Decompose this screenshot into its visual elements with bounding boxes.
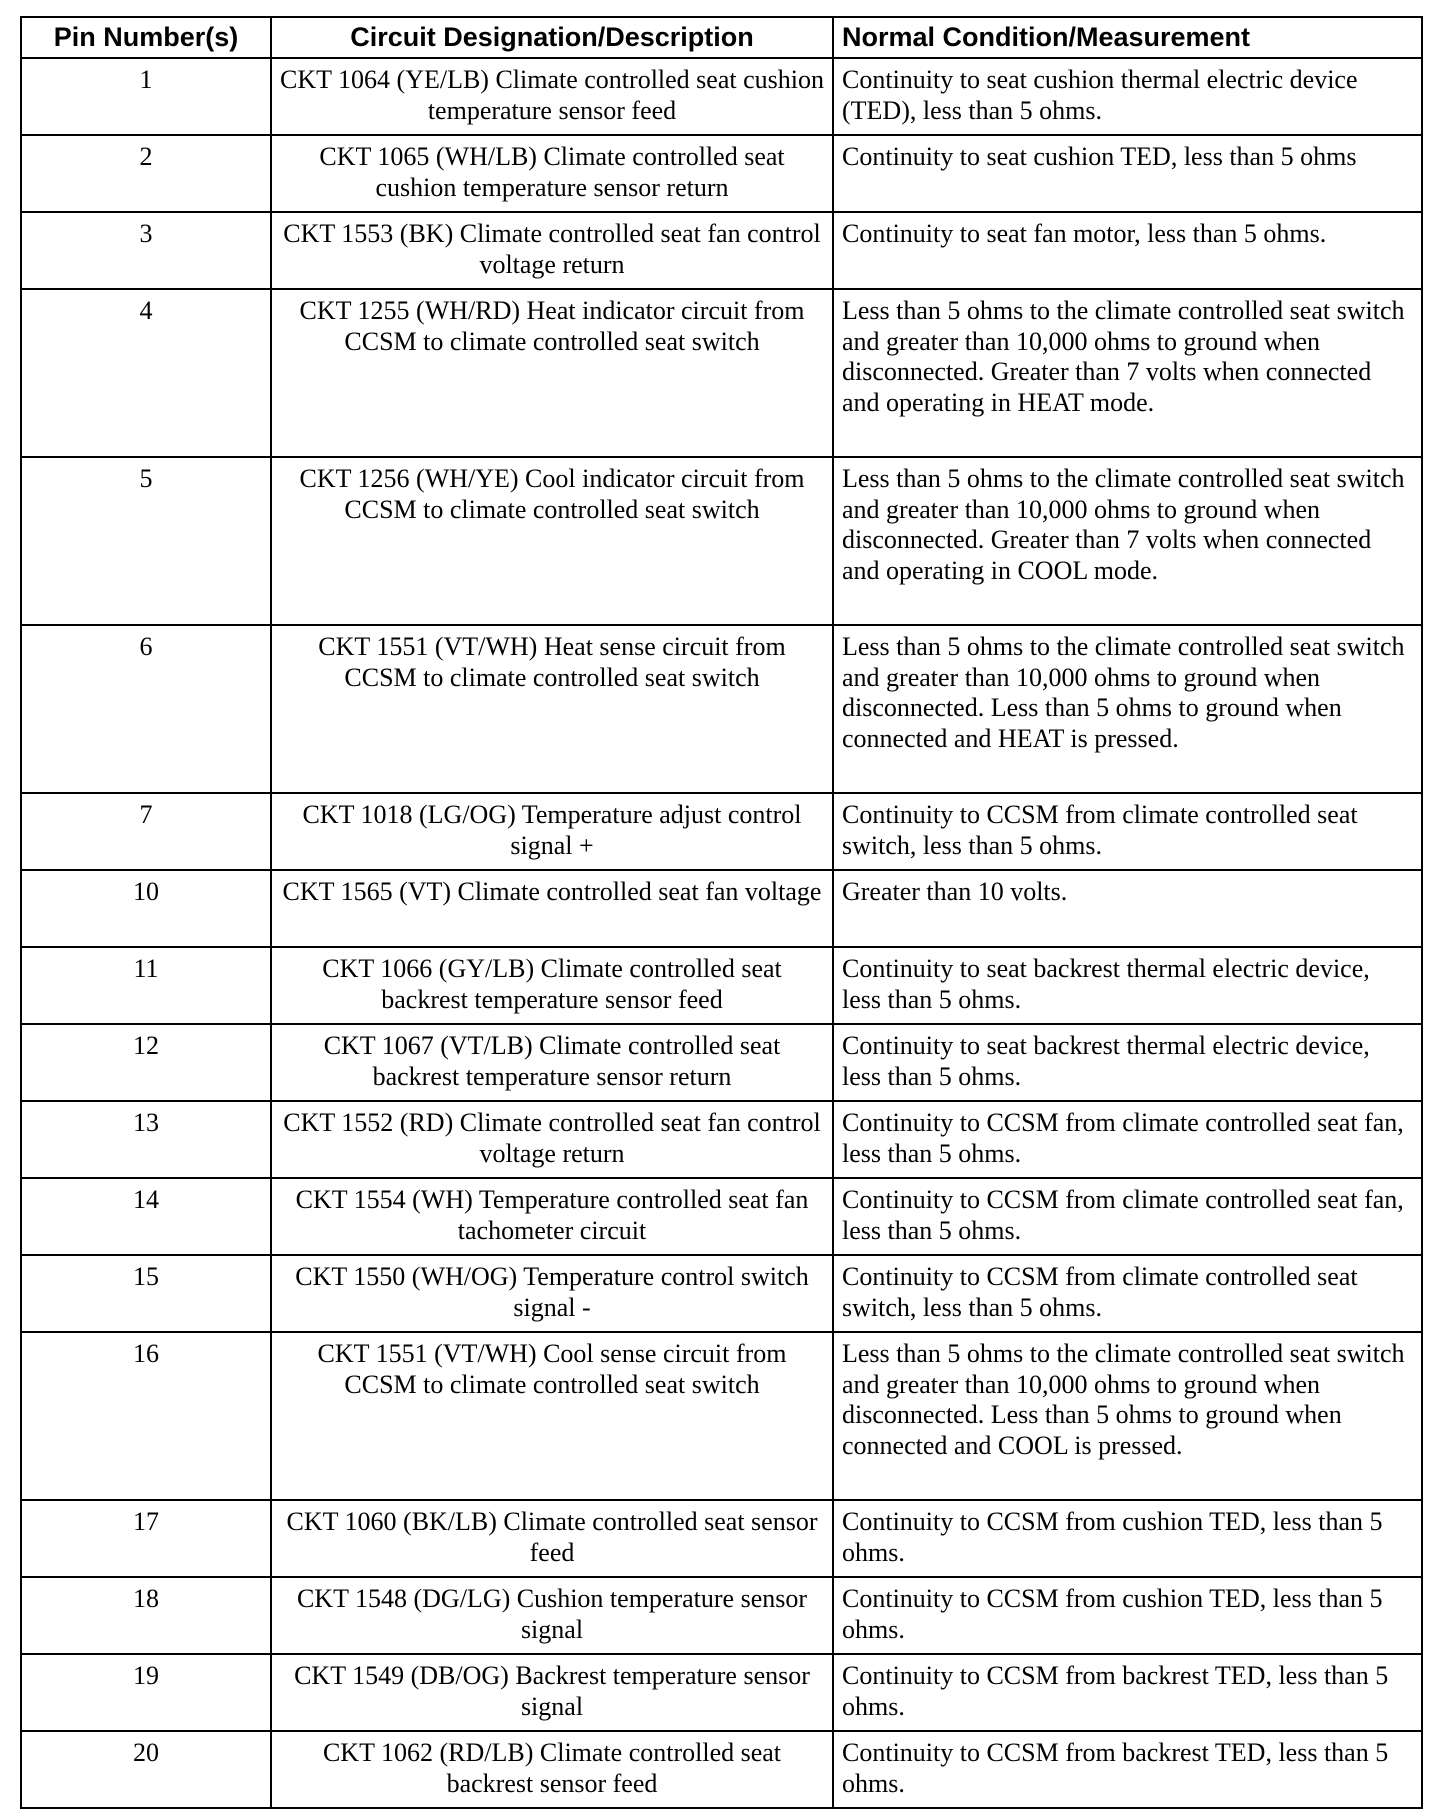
pin-number-cell: 4 bbox=[21, 289, 271, 457]
header-circuit-description: Circuit Designation/Description bbox=[271, 17, 833, 58]
table-row bbox=[21, 793, 1422, 870]
pin-number-cell: 11 bbox=[21, 947, 271, 1024]
pin-number-cell: 18 bbox=[21, 1577, 271, 1654]
table-row bbox=[21, 1024, 1422, 1101]
table-row bbox=[21, 947, 1422, 1024]
table-row bbox=[21, 1654, 1422, 1731]
pin-number-cell: 14 bbox=[21, 1178, 271, 1255]
circuit-description-cell: CKT 1553 (BK) Climate controlled seat fan control voltage return bbox=[271, 212, 833, 289]
circuit-description-cell: CKT 1548 (DG/LG) Cushion temperature sensor signal bbox=[271, 1577, 833, 1654]
table-row bbox=[21, 1101, 1422, 1178]
table-row bbox=[21, 1178, 1422, 1255]
pin-number-cell: 15 bbox=[21, 1255, 271, 1332]
table-row bbox=[21, 1577, 1422, 1654]
circuit-description-cell: CKT 1256 (WH/YE) Cool indicator circuit from CCSM to climate controlled seat switch bbox=[271, 457, 833, 625]
normal-condition-cell: Continuity to CCSM from climate controlled seat switch, less than 5 ohms. bbox=[833, 1255, 1422, 1332]
pin-number-cell: 12 bbox=[21, 1024, 271, 1101]
normal-condition-cell: Continuity to CCSM from backrest TED, less than 5 ohms. bbox=[833, 1654, 1422, 1731]
circuit-description-cell: CKT 1551 (VT/WH) Cool sense circuit from CCSM to climate controlled seat switch bbox=[271, 1332, 833, 1500]
normal-condition-cell: Less than 5 ohms to the climate controlled seat switch and greater than 10,000 ohms to ground when disconnected. Greater than 7 volts when connected and operating in HEAT mode. bbox=[833, 289, 1422, 457]
pin-number-cell: 2 bbox=[21, 135, 271, 212]
normal-condition-cell: Continuity to CCSM from climate controlled seat fan, less than 5 ohms. bbox=[833, 1178, 1422, 1255]
table-row bbox=[21, 1332, 1422, 1500]
normal-condition-cell: Less than 5 ohms to the climate controlled seat switch and greater than 10,000 ohms to ground when disconnected. Less than 5 ohms to ground when connected and HEAT is pressed. bbox=[833, 625, 1422, 793]
normal-condition-cell: Continuity to seat cushion thermal electric device (TED), less than 5 ohms. bbox=[833, 58, 1422, 135]
normal-condition-cell: Continuity to CCSM from cushion TED, less than 5 ohms. bbox=[833, 1500, 1422, 1577]
table-row bbox=[21, 870, 1422, 947]
circuit-description-cell: CKT 1067 (VT/LB) Climate controlled seat backrest temperature sensor return bbox=[271, 1024, 833, 1101]
table-row bbox=[21, 212, 1422, 289]
normal-condition-cell: Continuity to seat cushion TED, less than 5 ohms bbox=[833, 135, 1422, 212]
circuit-description-cell: CKT 1066 (GY/LB) Climate controlled seat backrest temperature sensor feed bbox=[271, 947, 833, 1024]
circuit-description-cell: CKT 1255 (WH/RD) Heat indicator circuit from CCSM to climate controlled seat switch bbox=[271, 289, 833, 457]
normal-condition-cell: Continuity to CCSM from climate controlled seat fan, less than 5 ohms. bbox=[833, 1101, 1422, 1178]
table-row bbox=[21, 58, 1422, 135]
header-pin-number: Pin Number(s) bbox=[21, 17, 271, 58]
table-row bbox=[21, 135, 1422, 212]
pin-number-cell: 1 bbox=[21, 58, 271, 135]
circuit-description-cell: CKT 1554 (WH) Temperature controlled seat fan tachometer circuit bbox=[271, 1178, 833, 1255]
circuit-description-cell: CKT 1062 (RD/LB) Climate controlled seat backrest sensor feed bbox=[271, 1731, 833, 1808]
pin-number-cell: 3 bbox=[21, 212, 271, 289]
pin-number-cell: 20 bbox=[21, 1731, 271, 1808]
circuit-description-cell: CKT 1565 (VT) Climate controlled seat fan voltage bbox=[271, 870, 833, 947]
normal-condition-cell: Less than 5 ohms to the climate controlled seat switch and greater than 10,000 ohms to ground when disconnected. Greater than 7 volts when connected and operating in COOL mode. bbox=[833, 457, 1422, 625]
pin-number-cell: 6 bbox=[21, 625, 271, 793]
pin-number-cell: 16 bbox=[21, 1332, 271, 1500]
circuit-description-cell: CKT 1065 (WH/LB) Climate controlled seat cushion temperature sensor return bbox=[271, 135, 833, 212]
normal-condition-cell: Continuity to seat backrest thermal electric device, less than 5 ohms. bbox=[833, 947, 1422, 1024]
circuit-description-cell: CKT 1551 (VT/WH) Heat sense circuit from CCSM to climate controlled seat switch bbox=[271, 625, 833, 793]
normal-condition-cell: Continuity to CCSM from backrest TED, less than 5 ohms. bbox=[833, 1731, 1422, 1808]
circuit-description-cell: CKT 1550 (WH/OG) Temperature control switch signal - bbox=[271, 1255, 833, 1332]
pin-number-cell: 17 bbox=[21, 1500, 271, 1577]
circuit-description-cell: CKT 1552 (RD) Climate controlled seat fan control voltage return bbox=[271, 1101, 833, 1178]
circuit-description-cell: CKT 1064 (YE/LB) Climate controlled seat cushion temperature sensor feed bbox=[271, 58, 833, 135]
pin-number-cell: 10 bbox=[21, 870, 271, 947]
pinout-table bbox=[20, 16, 1423, 1809]
header-normal-condition: Normal Condition/Measurement bbox=[833, 17, 1422, 58]
circuit-description-cell: CKT 1549 (DB/OG) Backrest temperature sensor signal bbox=[271, 1654, 833, 1731]
header-row bbox=[21, 17, 1422, 58]
pin-number-cell: 7 bbox=[21, 793, 271, 870]
table-row bbox=[21, 289, 1422, 457]
normal-condition-cell: Continuity to CCSM from cushion TED, less than 5 ohms. bbox=[833, 1577, 1422, 1654]
table-row bbox=[21, 457, 1422, 625]
normal-condition-cell: Continuity to seat backrest thermal electric device, less than 5 ohms. bbox=[833, 1024, 1422, 1101]
table-row bbox=[21, 1255, 1422, 1332]
normal-condition-cell: Greater than 10 volts. bbox=[833, 870, 1422, 947]
pin-number-cell: 19 bbox=[21, 1654, 271, 1731]
pin-number-cell: 13 bbox=[21, 1101, 271, 1178]
table-row bbox=[21, 1500, 1422, 1577]
normal-condition-cell: Continuity to seat fan motor, less than 5 ohms. bbox=[833, 212, 1422, 289]
circuit-description-cell: CKT 1018 (LG/OG) Temperature adjust control signal + bbox=[271, 793, 833, 870]
pin-number-cell: 5 bbox=[21, 457, 271, 625]
normal-condition-cell: Less than 5 ohms to the climate controlled seat switch and greater than 10,000 ohms to ground when disconnected. Less than 5 ohms to ground when connected and COOL is pressed. bbox=[833, 1332, 1422, 1500]
circuit-description-cell: CKT 1060 (BK/LB) Climate controlled seat sensor feed bbox=[271, 1500, 833, 1577]
table-row bbox=[21, 625, 1422, 793]
normal-condition-cell: Continuity to CCSM from climate controlled seat switch, less than 5 ohms. bbox=[833, 793, 1422, 870]
table-row bbox=[21, 1731, 1422, 1808]
